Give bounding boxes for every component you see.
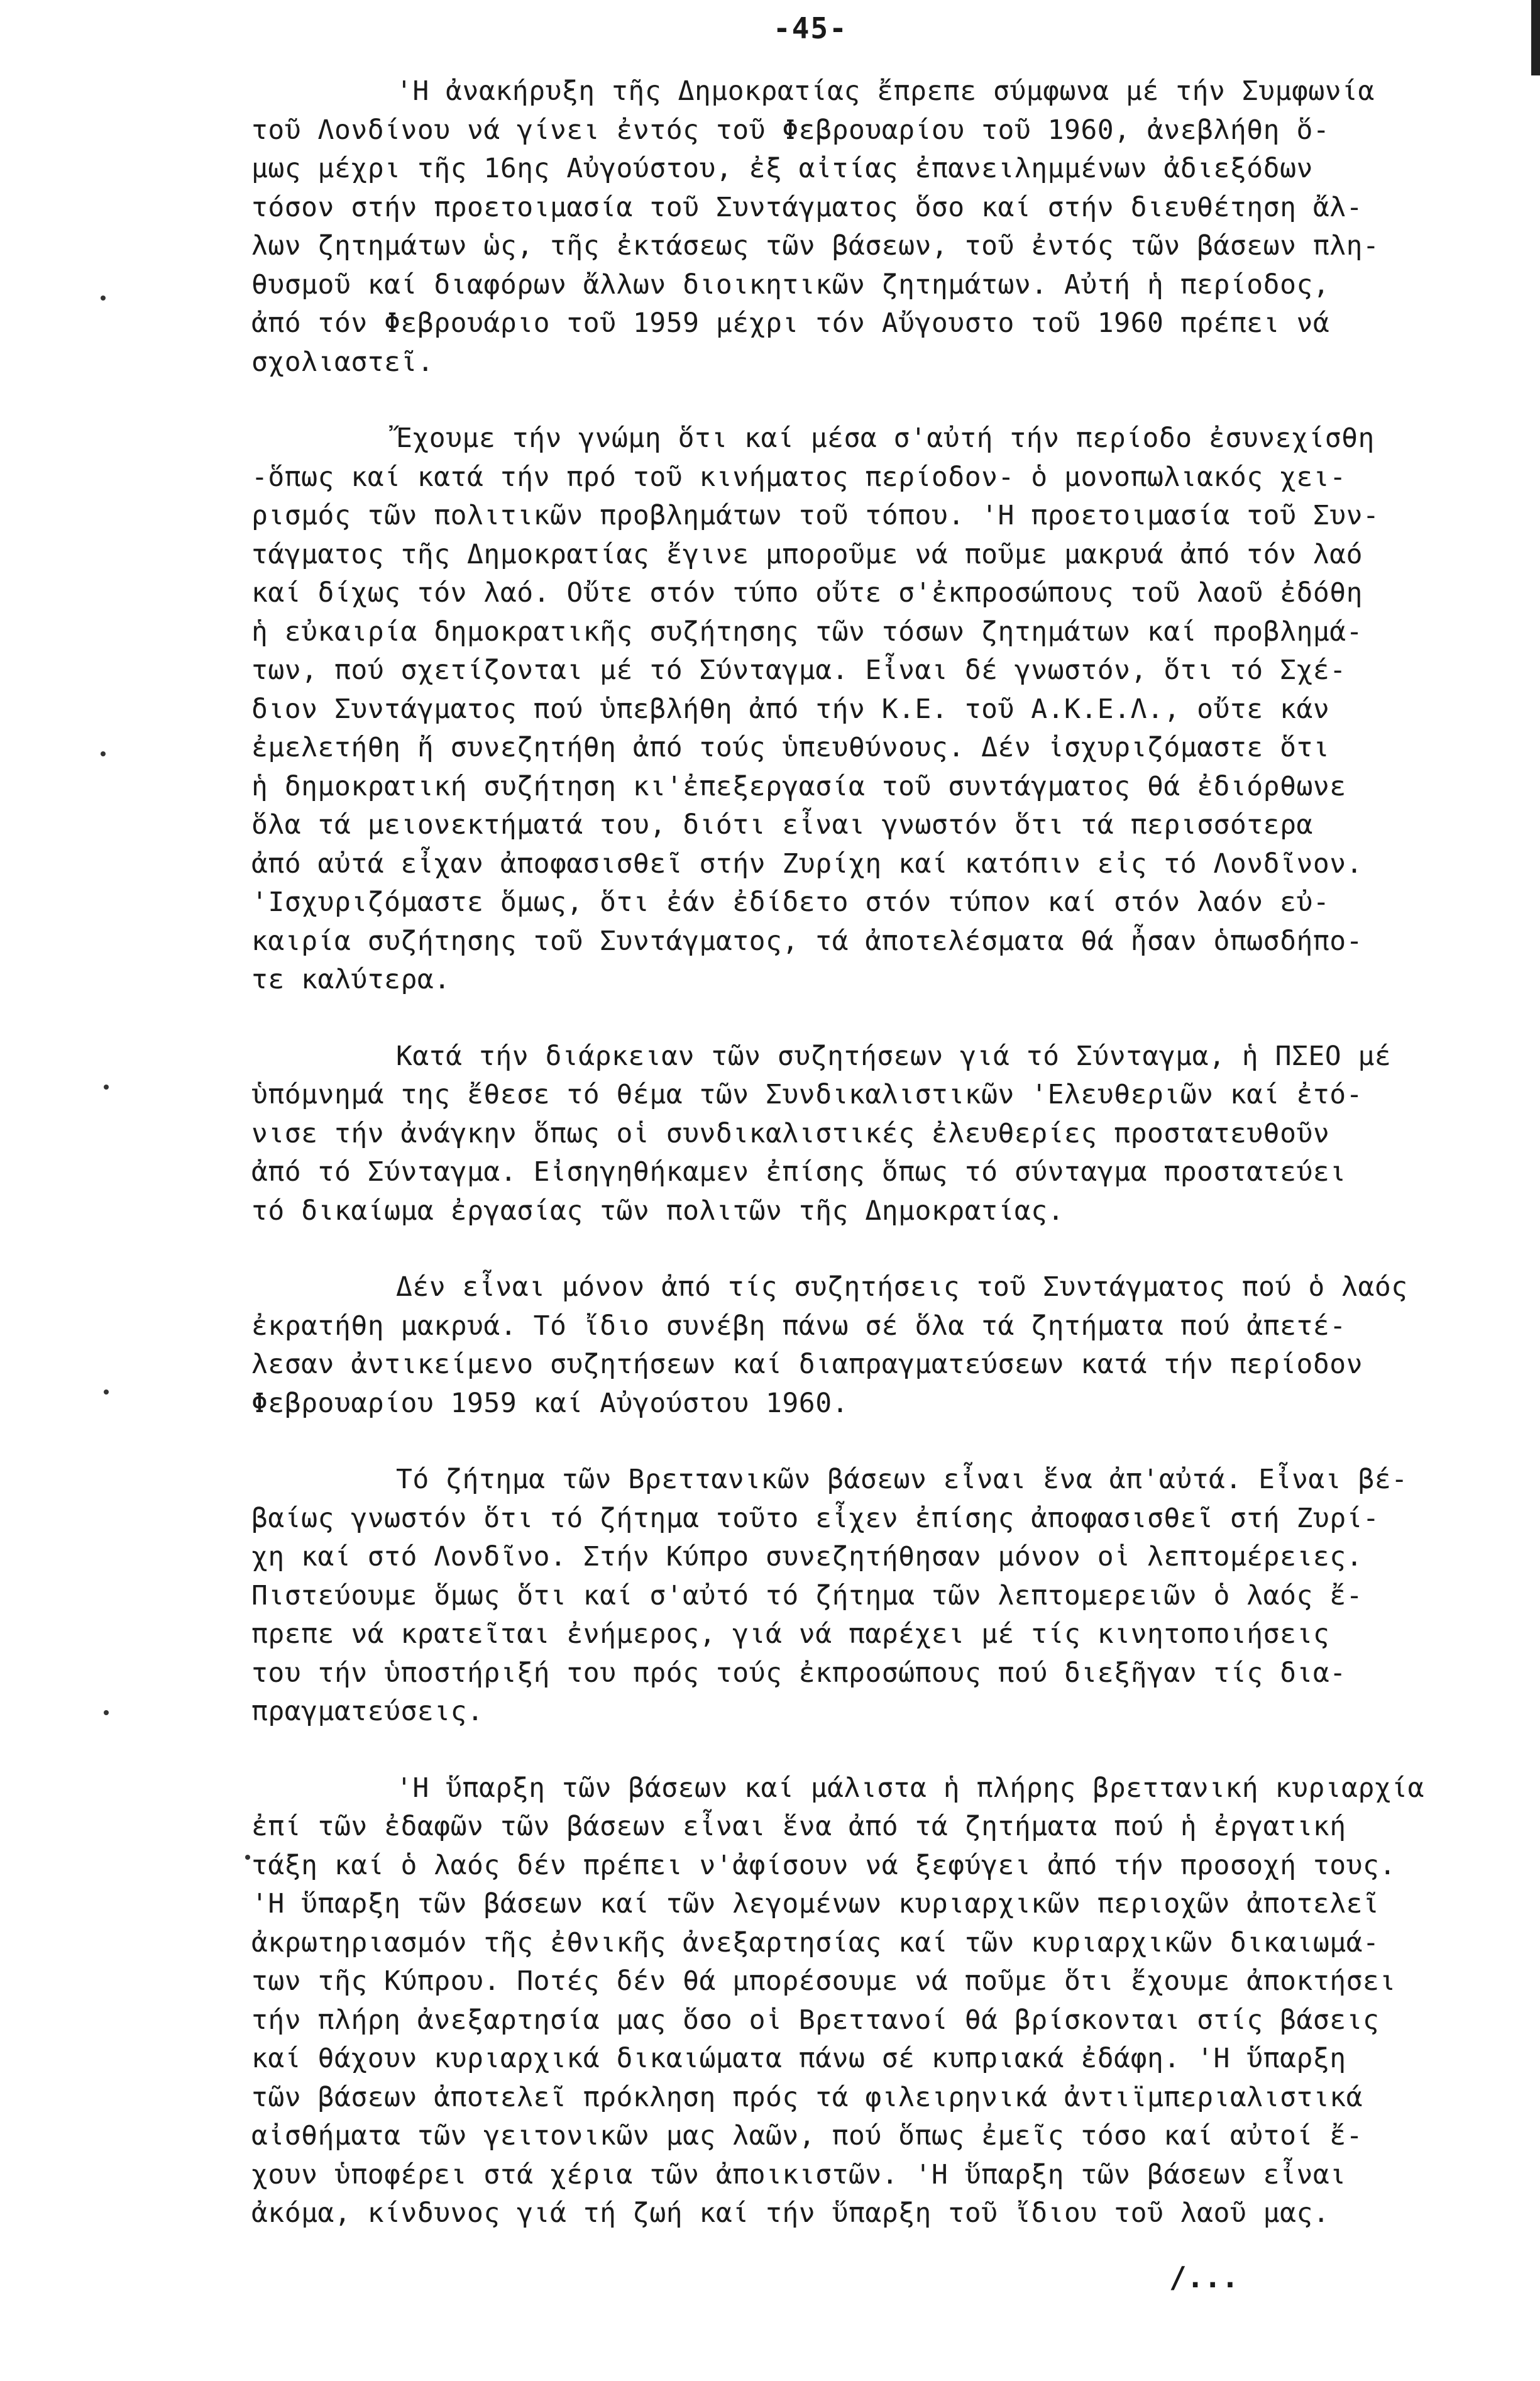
text-line: τό δικαίωμα ἐργασίας τῶν πολιτῶν τῆς Δημοκρατίας. bbox=[251, 1195, 1065, 1227]
text-line: ἐμελετήθη ἤ συνεζητήθη ἀπό τούς ὑπευθύνους. Δέν ἰσχυριζόμαστε ὅτι bbox=[251, 732, 1330, 763]
text-line: λων ζητημάτων ὡς, τῆς ἐκτάσεως τῶν βάσεων, τοῦ ἐντός τῶν βάσεων πλη- bbox=[251, 230, 1380, 262]
text-line: ἀπό τόν Φεβρουάριο τοῦ 1959 μέχρι τόν Αὔγουστο τοῦ 1960 πρέπει νά bbox=[251, 307, 1330, 339]
paragraph bbox=[251, 419, 1402, 1000]
text-line: χουν ὑποφέρει στά χέρια τῶν ἀποικιστῶν. 'Η ὕπαρξη τῶν βάσεων εἶναι bbox=[251, 2158, 1346, 2190]
text-line: λεσαν ἀντικείμενο συζητήσεων καί διαπραγματεύσεων κατά τήν περίοδον bbox=[251, 1349, 1363, 1380]
text-line: ἐπί τῶν ἐδαφῶν τῶν βάσεων εἶναι ἕνα ἀπό τά ζητήματα πού ἡ ἐργατική bbox=[251, 1811, 1346, 1842]
text-line: Τό ζήτημα τῶν Βρεττανικῶν βάσεων εἶναι ἕνα ἀπ'αὐτά. Εἶναι βέ- bbox=[396, 1464, 1408, 1495]
margin-dot bbox=[245, 1855, 250, 1860]
text-line: των τῆς Κύπρου. Ποτές δέν θά μπορέσουμε νά ποῦμε ὅτι ἔχουμε ἀποκτήσει bbox=[251, 1965, 1396, 1997]
text-line: -ὅπως καί κατά τήν πρό τοῦ κινήματος περίοδον- ὁ μονοπωλιακός χει- bbox=[251, 461, 1346, 493]
text-line: ἡ δημοκρατική συζήτηση κι'ἐπεξεργασία τοῦ συντάγματος θά ἐδιόρθωνε bbox=[251, 770, 1346, 802]
text-line: θυσμοῦ καί διαφόρων ἄλλων διοικητικῶν ζητημάτων. Αὐτή ἡ περίοδος, bbox=[251, 268, 1330, 301]
text-line: αἰσθήματα τῶν γειτονικῶν μας λαῶν, πού ὅπως ἐμεῖς τόσο καί αὐτοί ἔ- bbox=[251, 2120, 1363, 2152]
paragraph bbox=[251, 1769, 1425, 2233]
text-line: τοῦ Λονδίνου νά γίνει ἐντός τοῦ Φεβρουαρίου τοῦ 1960, ἀνεβλήθη ὅ- bbox=[251, 114, 1330, 146]
margin-dot bbox=[101, 296, 106, 301]
text-line: τάξη καί ὁ λαός δέν πρέπει ν'ἀφίσουν νά ξεφύγει ἀπό τήν προσοχή τους. bbox=[251, 1849, 1396, 1881]
text-line: Δέν εἶναι μόνον ἀπό τίς συζητήσεις τοῦ Συντάγματος πού ὁ λαός bbox=[396, 1271, 1408, 1303]
text-line: Ἔχουμε τήν γνώμη ὅτι καί μέσα σ'αὐτή τήν περίοδο ἐσυνεχίσθη bbox=[396, 423, 1375, 454]
paragraph bbox=[251, 72, 1402, 382]
text-line: καί θάχουν κυριαρχικά δικαιώματα πάνω σέ κυπριακά ἐδάφη. 'Η ὕπαρξη bbox=[251, 2043, 1346, 2074]
text-line: διον Συντάγματος πού ὑπεβλήθη ἀπό τήν Κ.Ε. τοῦ Α.Κ.Ε.Λ., οὔτε κάν bbox=[251, 693, 1330, 725]
text-line: πρεπε νά κρατεῖται ἐνήμερος, γιά νά παρέχει μέ τίς κινητοποιήσεις bbox=[251, 1618, 1330, 1650]
margin-dot bbox=[104, 1085, 109, 1090]
paragraph bbox=[251, 1037, 1402, 1231]
text-line: των, πού σχετίζονται μέ τό Σύνταγμα. Εἶναι δέ γνωστόν, ὅτι τό Σχέ- bbox=[251, 655, 1346, 686]
text-line: 'Η ἀνακήρυξη τῆς Δημοκρατίας ἔπρεπε σύμφωνα μέ τήν Συμφωνία bbox=[396, 75, 1375, 107]
text-line: χη καί στό Λονδῖνο. Στήν Κύπρο συνεζητήθησαν μόνον οἱ λεπτομέρειες. bbox=[251, 1541, 1363, 1572]
text-line: ἀκόμα, κίνδυνος γιά τή ζωή καί τήν ὕπαρξη τοῦ ἴδιου τοῦ λαοῦ μας. bbox=[251, 2197, 1330, 2229]
text-line: καιρία συζήτησης τοῦ Συντάγματος, τά ἀποτελέσματα θά ἦσαν ὁπωσδήπο- bbox=[251, 925, 1363, 957]
text-line: τόσον στήν προετοιμασία τοῦ Συντάγματος ὅσο καί στήν διευθέτηση ἄλ- bbox=[251, 191, 1363, 223]
paragraph bbox=[251, 1461, 1408, 1732]
paragraph bbox=[251, 1268, 1408, 1423]
text-line: τήν πλήρη ἀνεξαρτησία μας ὅσο οἱ Βρεττανοί θά βρίσκονται στίς βάσεις bbox=[251, 2004, 1380, 2036]
text-line: τῶν βάσεων ἀποτελεῖ πρόκληση πρός τά φιλειρηνικά ἀντιϊμπεριαλιστικά bbox=[251, 2081, 1363, 2113]
margin-dot bbox=[104, 1710, 109, 1715]
text-line: καί δίχως τόν λαό. Οὔτε στόν τύπο οὔτε σ'ἐκπροσώπους τοῦ λαοῦ ἐδόθη bbox=[251, 577, 1363, 609]
text-line: τε καλύτερα. bbox=[251, 964, 451, 995]
text-line: πραγματεύσεις. bbox=[251, 1696, 484, 1727]
body-text bbox=[251, 72, 1425, 2271]
text-line: Φεβρουαρίου 1959 καί Αὐγούστου 1960. bbox=[251, 1387, 849, 1419]
text-line: 'Η ὕπαρξη τῶν βάσεων καί μάλιστα ἡ πλήρης βρεττανική κυριαρχία bbox=[396, 1772, 1425, 1804]
text-line: του τήν ὑποστήριξή του πρός τούς ἐκπροσώπους πού διεξῆγαν τίς δια- bbox=[251, 1657, 1346, 1689]
continuation-mark: /... bbox=[1169, 2260, 1239, 2294]
text-line: ρισμός τῶν πολιτικῶν προβλημάτων τοῦ τόπου. 'Η προετοιμασία τοῦ Συν- bbox=[251, 500, 1380, 531]
text-line: Πιστεύουμε ὅμως ὅτι καί σ'αὐτό τό ζήτημα τῶν λεπτομερειῶν ὁ λαός ἔ- bbox=[251, 1579, 1363, 1611]
text-line: μως μέχρι τῆς 16ης Αὐγούστου, ἐξ αἰτίας ἐπανειλημμένων ἀδιεξόδων bbox=[251, 153, 1313, 184]
text-line: σχολιαστεῖ. bbox=[251, 346, 434, 378]
page-number: -45- bbox=[773, 11, 848, 45]
text-line: Κατά τήν διάρκειαν τῶν συζητήσεων γιά τό Σύνταγμα, ἡ ΠΣΕΟ μέ bbox=[396, 1040, 1392, 1072]
text-line: 'Η ὕπαρξη τῶν βάσεων καί τῶν λεγομένων κυριαρχικῶν περιοχῶν ἀποτελεῖ bbox=[251, 1888, 1380, 1920]
text-line: βαίως γνωστόν ὅτι τό ζήτημα τοῦτο εἶχεν ἐπίσης ἀποφασισθεῖ στή Ζυρί- bbox=[251, 1502, 1380, 1534]
text-line: ἐκρατήθη μακρυά. Τό ἴδιο συνέβη πάνω σέ ὅλα τά ζητήματα πού ἀπετέ- bbox=[251, 1310, 1346, 1342]
text-line: ἀκρωτηριασμόν τῆς ἐθνικῆς ἀνεξαρτησίας καί τῶν κυριαρχικῶν δικαιωμά- bbox=[251, 1926, 1380, 1958]
margin-dot bbox=[101, 751, 106, 756]
scan-edge-mark bbox=[1531, 0, 1540, 75]
text-line: ἡ εὐκαιρία δημοκρατικῆς συζήτησης τῶν τόσων ζητημάτων καί προβλημά- bbox=[251, 616, 1363, 648]
text-line: ὑπόμνημά της ἔθεσε τό θέμα τῶν Συνδικαλιστικῶν 'Ελευθεριῶν καί ἐτό- bbox=[251, 1079, 1363, 1110]
text-line: ἀπό αὐτά εἶχαν ἀποφασισθεῖ στήν Ζυρίχη καί κατόπιν εἰς τό Λονδῖνον. bbox=[251, 848, 1363, 880]
text-line: ἀπό τό Σύνταγμα. Εἰσηγηθήκαμεν ἐπίσης ὅπως τό σύνταγμα προστατεύει bbox=[251, 1156, 1346, 1188]
text-line: 'Ισχυριζόμαστε ὅμως, ὅτι ἐάν ἐδίδετο στόν τύπον καί στόν λαόν εὐ- bbox=[251, 887, 1330, 918]
text-line: τάγματος τῆς Δημοκρατίας ἔγινε μποροῦμε νά ποῦμε μακρυά ἀπό τόν λαό bbox=[251, 538, 1363, 570]
text-line: ὅλα τά μειονεκτήματά του, διότι εἶναι γνωστόν ὅτι τά περισσότερα bbox=[251, 809, 1313, 841]
margin-dot bbox=[104, 1389, 109, 1395]
text-line: νισε τήν ἀνάγκην ὅπως οἱ συνδικαλιστικές ἐλευθερίες προστατευθοῦν bbox=[251, 1117, 1330, 1149]
